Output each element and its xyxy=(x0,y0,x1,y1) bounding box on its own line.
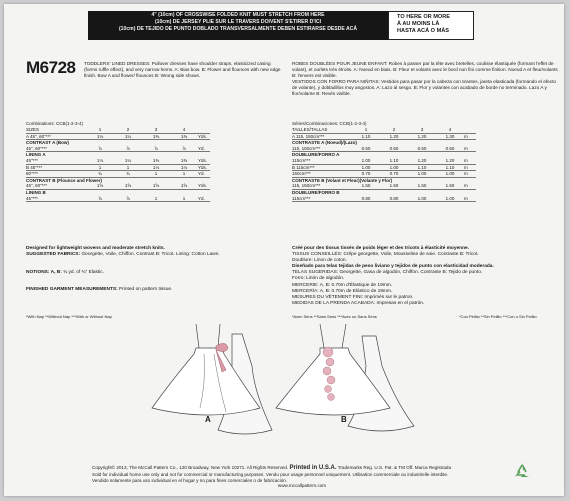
stretch-line-fr: (10cm) DE JERSEY PLIE SUR LE TRAVERS DOIVENT S'ETIRER D'ICI xyxy=(154,19,322,25)
yardage-value: ¾ xyxy=(98,171,102,177)
size-header-fr: TAILLES/TALLAS xyxy=(292,127,328,132)
yardage-row xyxy=(292,171,476,178)
yardage-row xyxy=(292,196,476,202)
yardage-value: 1.00 xyxy=(445,195,455,201)
note-line: MEDIDAS DE LA PRENDA ACABADA: Impresas en el patrón. xyxy=(292,300,425,306)
stretch-target-es: HASTA ACÁ O MÁS xyxy=(397,28,449,34)
fabrics-text: Georgette, Voile, Chiffon. Contrast B: Tricot. Lining: Cotton Lawn. xyxy=(81,252,220,258)
yardage-value: 1.50 xyxy=(445,183,455,189)
pattern-number: M6728 xyxy=(26,58,76,77)
note-line: MERCERÍA: A, B: 0.70m de Elástico de 19mm. xyxy=(292,288,393,294)
yardage-row xyxy=(26,133,210,140)
yardage-grid-en xyxy=(26,127,210,202)
yardage-row-label: 115, 150cm*** xyxy=(292,145,321,151)
view-label-b: B xyxy=(341,415,347,424)
yardage-value: 1.20 xyxy=(417,157,427,163)
yardage-value: 1⅜ xyxy=(152,133,160,139)
yardage-value: 1⅝ xyxy=(96,183,104,189)
yardage-unit: m xyxy=(464,195,468,201)
yardage-unit: m xyxy=(464,164,468,170)
trademark-text: Trademarks Reg. U.S. Pat. & TM Off. Marca Registrada xyxy=(337,465,452,470)
fabric-notes-en xyxy=(26,246,286,258)
yardage-value: 0.50 xyxy=(417,145,427,151)
yardage-row xyxy=(26,196,210,202)
website-url: www.mccallpattern.com xyxy=(277,483,327,489)
yardage-value: 1.10 xyxy=(361,133,371,139)
size-col: 3 xyxy=(420,127,424,132)
yardage-value: 0.70 xyxy=(389,171,399,177)
yardage-value: ¾ xyxy=(126,171,130,177)
yardage-value: 0.50 xyxy=(361,145,371,151)
yardage-row xyxy=(292,164,476,171)
yardage-value: ⅞ xyxy=(182,145,186,151)
note-line: Diseñado para telas tejidas de peso liviano y tejidos de punto con elasticidad moderada. xyxy=(292,264,494,270)
yardage-value: 1 xyxy=(98,164,102,170)
size-col: 4 xyxy=(448,127,452,132)
yardage-grid-fr xyxy=(292,127,476,202)
copyright-text: Copyright© 2013, The McCall Pattern Co., 120 Broadway, New York 10271. All Rights Reserved. xyxy=(92,465,289,470)
yardage-row-label: B 115cm*** xyxy=(292,164,315,170)
yardage-value: 1¼ xyxy=(124,157,132,163)
yardage-value: 1⅛ xyxy=(96,157,104,163)
yardage-row-label: LINING A xyxy=(26,152,46,158)
yardage-value: 1⅜ xyxy=(152,157,160,163)
stretch-target-en: TO HERE OR MORE xyxy=(397,14,451,20)
fabric-notes-fr-es xyxy=(292,246,562,307)
yardage-value: 1.00 xyxy=(361,157,371,163)
yardage-value: 1.30 xyxy=(445,133,455,139)
yardage-row-label: B 45"*** xyxy=(26,164,43,170)
note-line: Forro: Linón de algodón. xyxy=(292,276,345,282)
yardage-value: 1.10 xyxy=(445,164,455,170)
yardage-row-label: 60"*** xyxy=(26,171,38,177)
yardage-value: 1.10 xyxy=(389,157,399,163)
size-col: 1 xyxy=(364,127,368,132)
yardage-row xyxy=(26,171,210,178)
suggested-fabrics xyxy=(26,252,286,258)
view-label-a: A xyxy=(205,415,211,424)
yardage-row-label: LINING B xyxy=(26,189,46,195)
yardage-row-label: 115, 150cm*** xyxy=(292,183,321,189)
yardage-row-label: DOUBLURE/FORRO B xyxy=(292,189,340,195)
yardage-value: 1.00 xyxy=(417,195,427,201)
yardage-unit: m xyxy=(464,133,468,139)
yardage-value: 0.80 xyxy=(389,195,399,201)
yardage-row-label: 45", 60"*** xyxy=(26,183,47,189)
stretch-target-fr: À AU MOINS LÀ xyxy=(397,21,440,27)
yardage-value: 1¼ xyxy=(124,133,132,139)
yardage-unit: m xyxy=(464,171,468,177)
yardage-unit: m xyxy=(464,183,468,189)
yardage-value: 0.50 xyxy=(389,145,399,151)
size-col: 2 xyxy=(392,127,396,132)
yardage-value: ⅞ xyxy=(154,145,158,151)
yardage-row xyxy=(26,164,210,171)
yardage-value: 1 xyxy=(126,164,130,170)
yardage-value: 0.80 xyxy=(361,195,371,201)
yardage-unit: Yds. xyxy=(198,157,208,163)
yardage-value: 1.50 xyxy=(417,183,427,189)
yardage-value: 0.50 xyxy=(445,145,455,151)
yardage-unit: m xyxy=(464,145,468,151)
notions-label: NOTIONS: A, B: xyxy=(26,270,62,275)
description-fr: ROBES DOUBLÉES POUR JEUNE ENFANT: Robes à passer par la tête avec bretelles, coulisse élastiquée (formant l'effet de volant), et ourlets très étroits. A: Noeud en biais. B: Fleur et volants avec le bord non fini comme finition. Noeud A et fleur/volants B: l'envers est visible. xyxy=(292,61,558,79)
stretch-line-es: (10cm) DE TEJIDO DE PUNTO DOBLADO TRANSVERSALMENTE DEBEN ESTIRARSE DESDE ACÁ xyxy=(118,26,358,32)
yardage-value: 1⅛ xyxy=(180,164,188,170)
yardage-value: 1⅝ xyxy=(124,183,132,189)
size-col: 4 xyxy=(182,127,186,132)
yardage-value: 1.20 xyxy=(417,133,427,139)
yardage-row-label: CONTRAST B (Flounce and Flower) xyxy=(26,177,102,183)
nap-footnote-es: *Con Pelillo **Sin Pelillo ***Con o Sin Pelillo xyxy=(459,314,537,319)
yardage-unit: m xyxy=(464,157,468,163)
yardage-value: 1.20 xyxy=(445,157,455,163)
nap-footnote-en: *With Nap **Without Nap ***With or Without Nap xyxy=(26,314,112,319)
copyright-line xyxy=(92,465,512,472)
yardage-row-label: CONTRASTE A (Noeud)/(Lazo) xyxy=(292,140,357,146)
size-col: 3 xyxy=(154,127,158,132)
usage-line-es: Vendido solamente para uso individual en el hogar y no para fines comerciales o de fabricación. xyxy=(92,477,288,483)
pattern-envelope-back xyxy=(4,4,564,496)
designed-for: Designed for lightweight wovens and moderate stretch knits. xyxy=(26,246,165,251)
finished-measurements-en xyxy=(26,287,172,293)
note-line: Créé pour des tissus tissés de poids léger et des tricots à élasticité moyenne. xyxy=(292,246,470,251)
recycle-icon xyxy=(512,462,532,480)
note-line: TELAS SUGERIDAS: Georgette, Gasa de algodón, Chiffon. Contraste B: Tejido de punto. xyxy=(292,270,483,276)
yardage-row-label: CONTRASTE B (Volant et Fleur)(Volante y Flor) xyxy=(292,177,393,183)
size-col: 1 xyxy=(98,127,102,132)
yardage-value: 1⅛ xyxy=(96,133,104,139)
yardage-value: 1.50 xyxy=(389,183,399,189)
nap-footnote-fr: *Avec Sens **Sans Sens ***Avec ou Sans Sens xyxy=(292,314,377,319)
yardage-value: 1.00 xyxy=(417,171,427,177)
size-col: 2 xyxy=(126,127,130,132)
yardage-value: 1 xyxy=(154,195,158,201)
yardage-value: 1 xyxy=(182,195,186,201)
garment-illustrations xyxy=(144,322,444,464)
yardage-row-label: A 45", 60"*** xyxy=(26,133,51,139)
yardage-value: 1⅝ xyxy=(180,183,188,189)
yardage-value: 1⅛ xyxy=(152,164,160,170)
yardage-value: 1 xyxy=(154,171,158,177)
yardage-value: 1.00 xyxy=(445,171,455,177)
yardage-unit: Yds. xyxy=(198,164,208,170)
yardage-unit: Yd. xyxy=(198,171,205,177)
printed-in: Printed in U.S.A. xyxy=(289,465,337,471)
yardage-value: 1⅜ xyxy=(180,133,188,139)
description-en: TODDLERS' LINED DRESSES: Pullover dresses have shoulder straps, elasticized casing (forms ruffle effect), and very narrow hems. A: Bias bow. B: Flower and flounces with new edge finish. Bow A and flower/ flounces B: Wrong side shows. xyxy=(84,61,281,79)
note-line: MERCERIE: A, B: 0.70m d'Élastique de 19mm. xyxy=(292,282,393,288)
yardage-value: 1.20 xyxy=(389,133,399,139)
stretch-guide-target-box xyxy=(388,11,474,40)
fabrics-label: SUGGESTED FABRICS: xyxy=(26,252,81,258)
combinations-label: Combinations: CCB(1-2-3-4) xyxy=(26,121,84,126)
combinations-label-fr: Séries/Combinaciones: CCB(1-2-3-4) xyxy=(292,121,367,126)
yardage-value: 1⅝ xyxy=(152,183,160,189)
copyright-footer xyxy=(92,465,512,489)
yardage-value: 1.10 xyxy=(417,164,427,170)
yardage-row-label: CONTRAST A (Bow) xyxy=(26,140,69,146)
yardage-value: 1.00 xyxy=(361,164,371,170)
yardage-row-label: 115cm*** xyxy=(292,157,311,163)
yardage-value: ⅞ xyxy=(126,145,130,151)
note-line: Doublure: Linon de coton. xyxy=(292,258,347,264)
yardage-value: 0.70 xyxy=(361,171,371,177)
yardage-value: 1⅜ xyxy=(180,157,188,163)
yardage-row-label: 150cm*** xyxy=(292,171,311,177)
yardage-row xyxy=(292,133,476,140)
description-es: VESTIDOS CON FORRO PARA NIÑITAS: Vestidos para pasar por la cabeza con tirantes, jareta elasticada (formando el efecto de volante), y dobladillos muy angostos. A: Lazo al sesgo. B: Flor y volantes con acabado de borde no terminado. Lazo A y flor/volante B: Revés visible. xyxy=(292,79,557,97)
yardage-row-label: 45"*** xyxy=(26,157,38,163)
note-line: TISSUS CONSEILLÉS: Crêpe georgette, Voile, Mousseline de soie. Contraste B: Tricot. xyxy=(292,252,479,258)
yardage-value: ⅞ xyxy=(126,195,130,201)
yardage-row-label: 45", 60"*** xyxy=(26,145,47,151)
yardage-row-label: A 115, 150cm*** xyxy=(292,133,325,139)
yardage-value: 1.50 xyxy=(361,183,371,189)
yardage-row-label: 115cm*** xyxy=(292,195,311,201)
notions-text: ¾ yd. of ¾" Elastic. xyxy=(63,270,105,275)
description-fr-es xyxy=(292,61,560,98)
yardage-row-label: DOUBLURE/FORRO A xyxy=(292,152,340,158)
yardage-value: ⅞ xyxy=(98,145,102,151)
yardage-value: ⅞ xyxy=(98,195,102,201)
stretch-line-en: 4" (10cm) OF CROSSWISE FOLDED KNIT MUST STRETCH FROM HERE xyxy=(151,12,325,18)
finished-label: FINISHED GARMENT MEASUREMENTS: xyxy=(26,287,118,292)
size-header: SIZES xyxy=(26,127,40,132)
yardage-unit: Yds. xyxy=(198,183,208,189)
yardage-unit: Yds. xyxy=(198,133,208,139)
yardage-value: 1.00 xyxy=(389,164,399,170)
notions-en xyxy=(26,270,104,276)
yardage-table-en xyxy=(26,121,281,202)
stretch-guide-banner xyxy=(88,11,388,40)
yardage-value: 1 xyxy=(182,171,186,177)
note-line: MESURES DU VÊTEMENT FINI: Imprimés sur le patron. xyxy=(292,294,414,300)
finished-text: Printed on pattern tissue. xyxy=(119,287,173,292)
yardage-unit: Yd. xyxy=(198,145,205,151)
yardage-unit: Yd. xyxy=(198,195,205,201)
usage-line: Sold for individual home use only and not for commercial or manufacturing purposes. Vendu pour usage personnel uniquement. Utilisation commerciale ou industrielle interdite. xyxy=(92,471,449,477)
yardage-table-fr xyxy=(292,121,564,202)
yardage-row-label: 45"*** xyxy=(26,195,38,201)
